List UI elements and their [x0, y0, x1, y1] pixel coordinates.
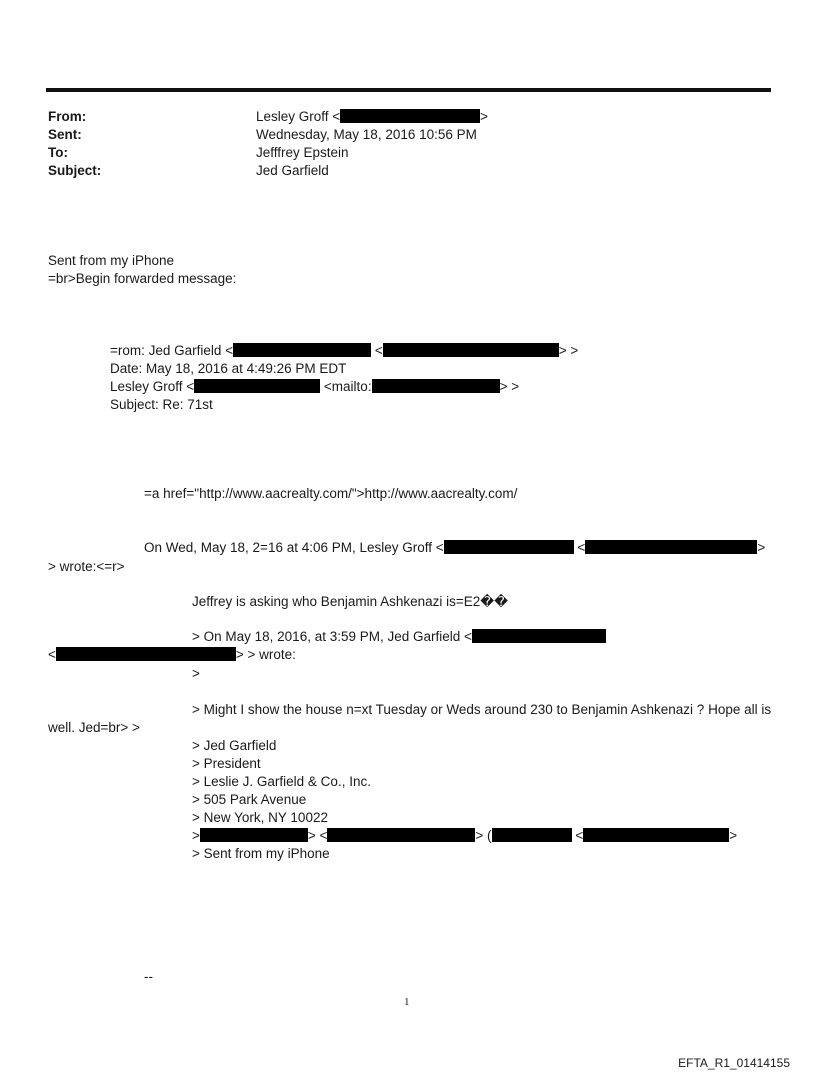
- sig-line: > 505 Park Avenue: [192, 792, 307, 807]
- sig-line: > New York, NY 10022: [192, 810, 328, 825]
- fwd-to-text: Lesley Groff <: [110, 379, 195, 394]
- redaction: [233, 343, 371, 357]
- from-name: Lesley Groff <: [256, 109, 341, 124]
- on-may-text: > On May 18, 2016, at 3:59 PM, Jed Garfield <: [192, 629, 472, 644]
- sig-line: > Jed Garfield: [192, 738, 277, 753]
- subject-label: Subject:: [48, 163, 102, 178]
- fwd-from-text-b: <: [371, 343, 383, 358]
- wrote-line-1: > wrote:<=r>: [48, 559, 125, 574]
- contact-line: [192, 827, 737, 844]
- wrote2-text-b: > > wrote:: [235, 647, 296, 662]
- contact-text-d: <: [571, 828, 584, 843]
- body-line-forwarded: =br>Begin forwarded message:: [48, 271, 237, 286]
- sig-line: > President: [192, 756, 261, 771]
- wrote2-text: <: [48, 647, 56, 662]
- on-wed-text-c: >: [757, 540, 766, 555]
- redaction: [444, 540, 574, 554]
- fwd-from-line: [110, 342, 578, 359]
- redaction: [340, 109, 480, 123]
- body-line-sent-from: Sent from my iPhone: [48, 253, 175, 268]
- sent-value: Wednesday, May 18, 2016 10:56 PM: [256, 127, 477, 142]
- contact-text-c: > (: [475, 828, 492, 843]
- redaction: [327, 828, 475, 842]
- fwd-date-line: Date: May 18, 2016 at 4:49:26 PM EDT: [110, 361, 347, 376]
- redaction: [200, 828, 308, 842]
- fwd-from-text-c: > >: [558, 343, 579, 358]
- from-close: >: [480, 109, 489, 124]
- redaction: [585, 540, 757, 554]
- document-id: EFTA_R1_01414155: [678, 1056, 790, 1070]
- fwd-to-text-c: > >: [499, 379, 520, 394]
- header-rule: [46, 88, 771, 92]
- to-value: Jefffrey Epstein: [256, 145, 349, 160]
- fwd-to-text-b: <mailto:: [320, 379, 372, 394]
- redaction: [56, 647, 236, 661]
- fwd-from-text: =rom: Jed Garfield <: [110, 343, 234, 358]
- sig-line: > Leslie J. Garfield & Co., Inc.: [192, 774, 371, 789]
- subject-value: Jed Garfield: [256, 163, 329, 178]
- redaction: [383, 343, 559, 357]
- sent-label: Sent:: [48, 127, 82, 142]
- contact-text-a: >: [192, 828, 200, 843]
- on-may-line: [192, 628, 606, 645]
- redaction: [372, 379, 500, 393]
- redaction: [472, 629, 606, 643]
- redaction: [194, 379, 320, 393]
- sent-iphone-line: > Sent from my iPhone: [192, 846, 330, 861]
- contact-text-b: > <: [307, 828, 328, 843]
- quote-marker-line: >: [192, 666, 200, 681]
- from-value: [256, 108, 488, 125]
- wrote-line-2: [48, 646, 296, 663]
- might-line: > Might I show the house n=xt Tuesday or Weds around 230 to Benjamin Ashkenazi ? Hope all is: [192, 702, 772, 717]
- on-wed-text: On Wed, May 18, 2=16 at 4:06 PM, Lesley Groff <: [144, 540, 444, 555]
- from-label: From:: [48, 109, 87, 124]
- page-number: 1: [404, 996, 410, 1008]
- link-line: =a href="http://www.aacrealty.com/">http://www.aacrealty.com/: [144, 486, 518, 501]
- signature-dashes: --: [144, 969, 153, 984]
- jeffrey-line: Jeffrey is asking who Benjamin Ashkenazi is=E2��: [192, 594, 508, 609]
- on-wed-text-b: <: [573, 540, 586, 555]
- contact-text-e: >: [729, 828, 738, 843]
- on-wed-line: [144, 539, 765, 556]
- fwd-to-line: [110, 378, 519, 395]
- redaction: [492, 828, 572, 842]
- to-label: To:: [48, 145, 68, 160]
- well-line: well. Jed=br> >: [48, 720, 140, 735]
- fwd-subject-line: Subject: Re: 71st: [110, 397, 213, 412]
- redaction: [583, 828, 729, 842]
